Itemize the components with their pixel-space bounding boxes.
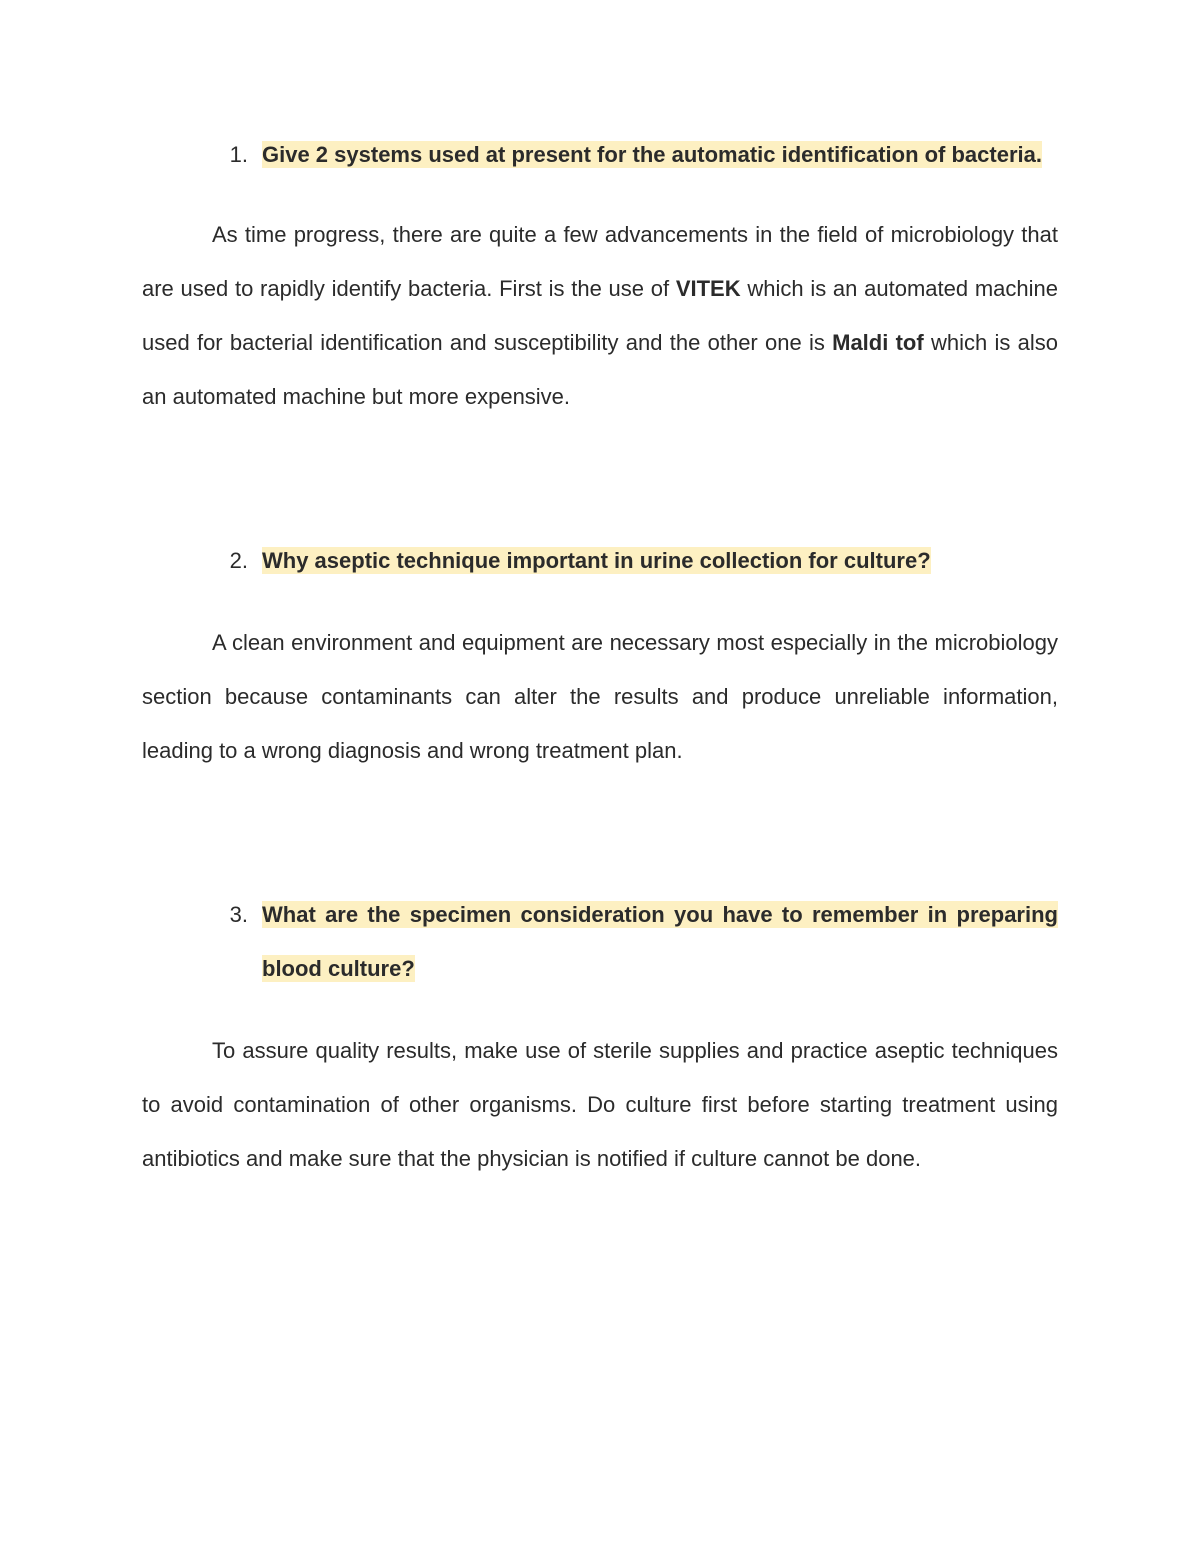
question-number: 3. (229, 902, 248, 927)
answer-bold-term: VITEK (675, 276, 741, 301)
answer-3 (142, 1024, 1058, 1186)
answer-text: A clean environment and equipment are necessary most especially in the microbiology section because contaminants can alter the results and produce unreliable information, leading to a wrong diagnosis and wrong treatment plan. (142, 630, 1058, 763)
question-2 (142, 534, 1058, 588)
question-text (262, 128, 1058, 182)
answer-text: which is also an automated machine but more expensive. (142, 330, 1058, 409)
question-number: 1. (229, 142, 248, 167)
question-3 (142, 888, 1058, 996)
answer-text: As time progress, there are quite a few advancements in the field of microbiology that are used to rapidly identify bacteria. First is the use of (142, 222, 1058, 301)
question-text (262, 888, 1058, 996)
question-highlight: Give 2 systems used at present for the automatic identification of bacteria. (262, 142, 1042, 167)
answer-2 (142, 616, 1058, 778)
question-highlight: What are the specimen consideration you have to remember in preparing blood culture? (262, 902, 1058, 981)
document-body (142, 128, 1058, 1186)
question-highlight: Why aseptic technique important in urine collection for culture? (262, 548, 931, 573)
answer-bold-term: Maldi tof (832, 330, 924, 355)
question-1 (142, 128, 1058, 182)
answer-text: To assure quality results, make use of sterile supplies and practice aseptic techniques to avoid contamination of other organisms. Do culture first before starting treatment using antibiotics and make sure that the physician is notified if culture cannot be done. (142, 1038, 1058, 1171)
answer-1 (142, 208, 1058, 424)
question-text (262, 534, 1058, 588)
question-number: 2. (229, 548, 248, 573)
answer-text: which is an automated machine used for bacterial identification and susceptibility and the other one is (142, 276, 1058, 355)
